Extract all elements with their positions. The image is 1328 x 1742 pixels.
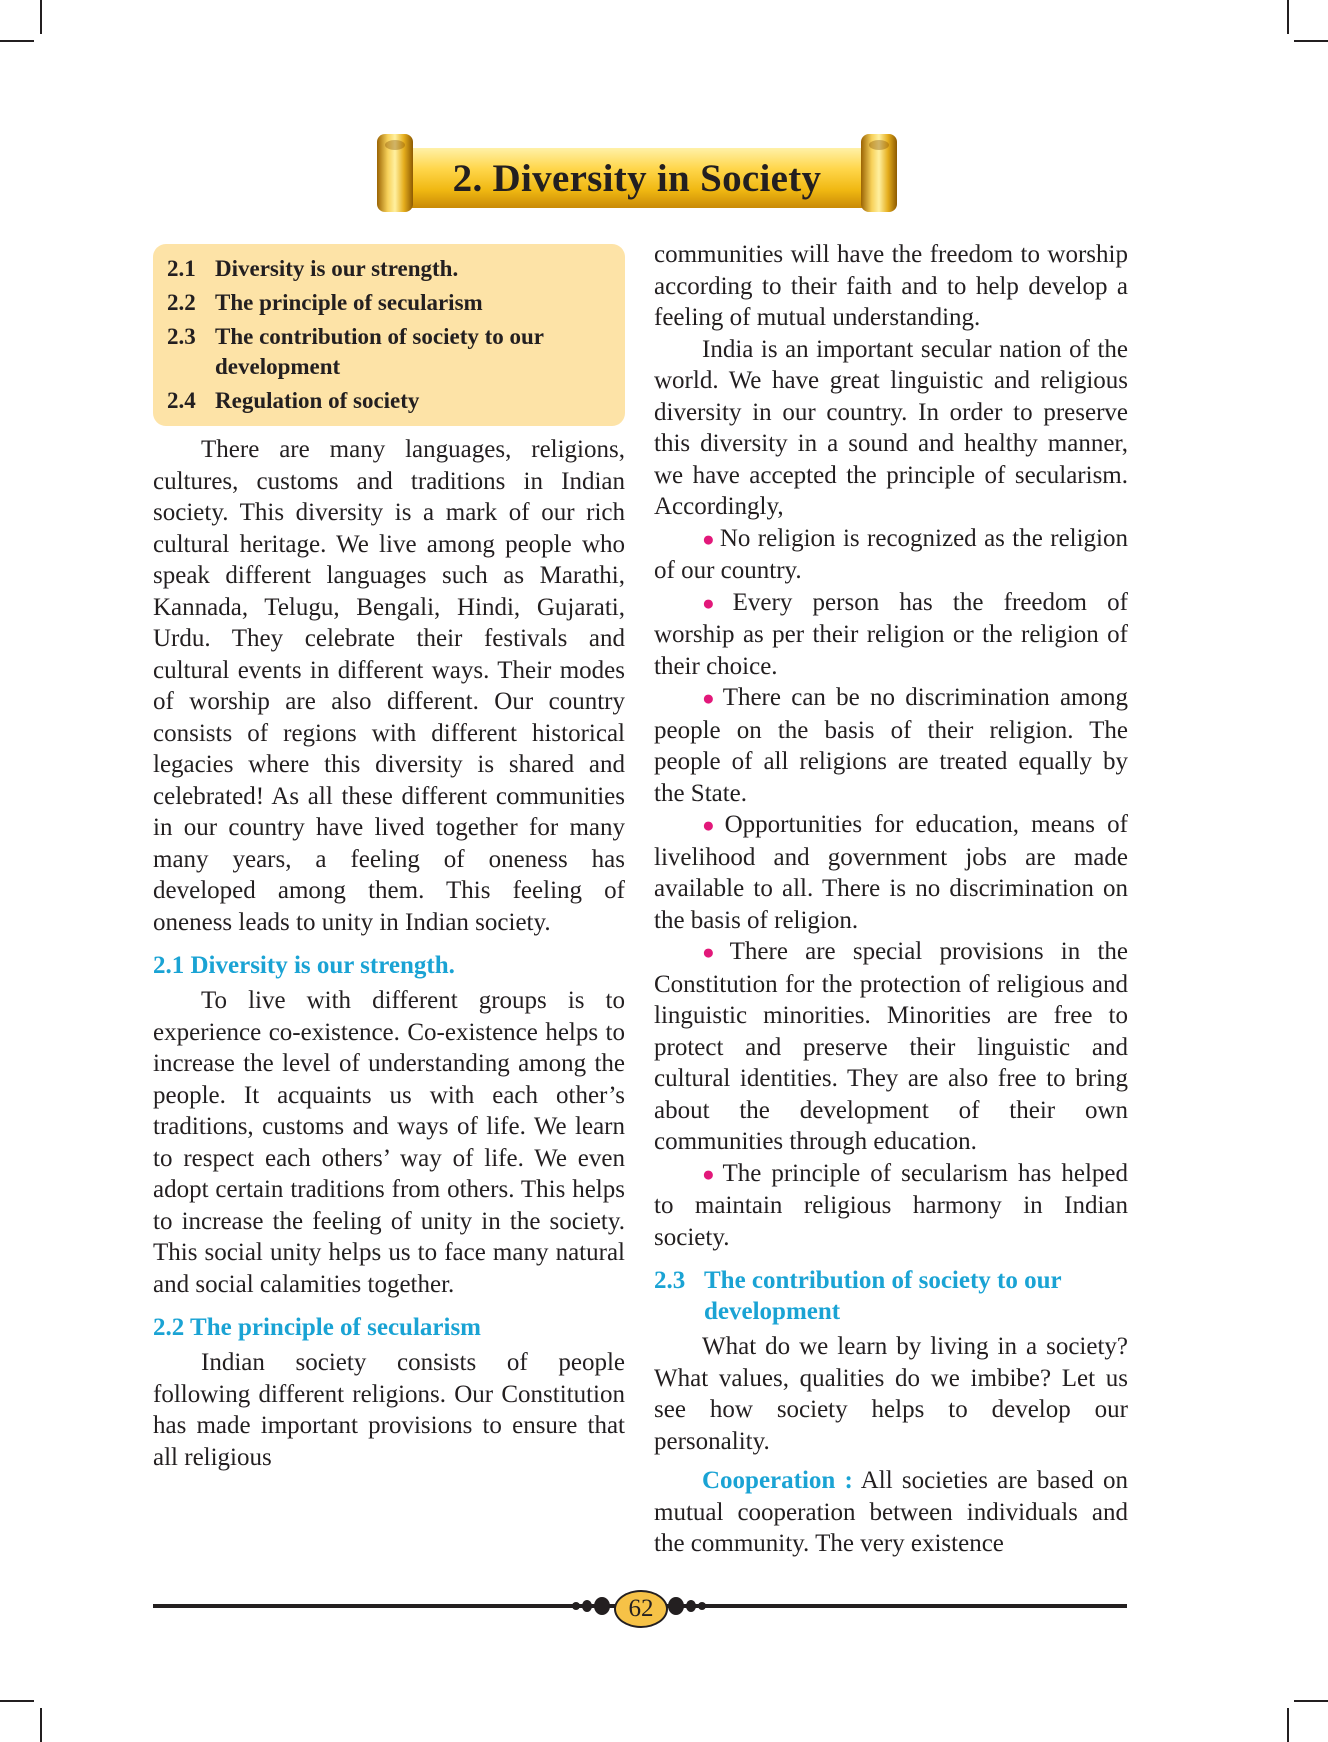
bullet-dot-icon: ●: [702, 686, 719, 710]
bullet-text: Opportunities for education, means of livelihood and government jobs are made available to all. There is no discrimination on the basis of religion.: [654, 811, 1128, 934]
toc-number: 2.2: [167, 290, 196, 315]
secularism-bullet: [654, 682, 1128, 809]
chapter-banner: [373, 132, 901, 215]
bullet-dot-icon: ●: [702, 940, 726, 964]
footer-ornament: [668, 1597, 684, 1615]
footer-ornament: [572, 1602, 580, 1610]
section-heading-2-2: 2.2 The principle of secularism: [153, 1314, 482, 1341]
cooperation-label: Cooperation :: [702, 1467, 853, 1494]
bullet-dot-icon: ●: [702, 526, 716, 551]
secularism-bullet: [654, 936, 1128, 1158]
section-heading-2-3: [654, 1265, 1128, 1327]
crop-mark: [0, 40, 34, 42]
intro-paragraph: There are many languages, religions, cultures, customs and traditions in Indian society. This diversity is a mark of our rich cultural heritage. We live among people who speak different languages such as Marathi, Kannada, Telugu, Bengali, Hindi, Gujarati, Urdu. They celebrate their festivals and cultural events in different ways. Their modes of worship are also different. Our country consists of regions with different historical legacies where this diversity is shared and celebrated! As all these different communities in our country have lived together for many many years, a feeling of oneness has developed among them. This feeling of oneness leads to unity in Indian society.: [153, 436, 625, 936]
toc-number: 2.3: [167, 324, 196, 349]
crop-mark: [40, 1708, 42, 1742]
toc-number: 2.1: [167, 256, 196, 281]
crop-mark: [1294, 1700, 1328, 1702]
secularism-bullet: [654, 523, 1128, 587]
bullet-text: Every person has the freedom of worship as per their religion or the religion of their choice.: [654, 588, 1128, 680]
section-2-1-paragraph: To live with different groups is to experience co-existence. Co-existence helps to increase the level of understanding among the people. It acquaints us with each other’s traditions, customs and ways of life. We learn to respect each others’ way of life. We even adopt certain traditions from others. This helps to increase the feeling of unity in the society. This social unity helps us to face many natural and social calamities together.: [153, 987, 625, 1298]
toc-item: [167, 386, 613, 416]
bullet-dot-icon: ●: [702, 590, 729, 615]
toc-label: The principle of secularism: [215, 290, 483, 315]
secularism-bullet: [654, 587, 1128, 683]
footer-ornament: [686, 1600, 696, 1612]
footer-ornament: [698, 1602, 706, 1610]
crop-mark: [1294, 40, 1328, 42]
toc-item: [167, 322, 613, 382]
chapter-title: 2. Diversity in Society: [452, 157, 822, 200]
crop-mark: [40, 0, 42, 34]
section-2-3-paragraph: What do we learn by living in a society? What values, qualities do we imbibe? Let us see how society helps to develop our personality.: [654, 1333, 1128, 1455]
bullet-text: There can be no discrimination among people on the basis of their religion. The people of all religions are treated equally by the State.: [654, 684, 1128, 807]
footer-ornament: [594, 1597, 610, 1615]
crop-mark: [1287, 0, 1289, 34]
toc-label: Diversity is our strength.: [215, 256, 459, 281]
crop-mark: [1287, 1708, 1289, 1742]
secularism-bullet: [654, 1158, 1128, 1254]
page-number: 62: [614, 1590, 668, 1628]
right-column: [654, 239, 1128, 1560]
section-heading-2-1: 2.1 Diversity is our strength.: [153, 952, 455, 979]
bullet-dot-icon: ●: [702, 1161, 719, 1186]
left-column: [153, 244, 625, 1473]
toc-number: 2.4: [167, 388, 196, 413]
section-number: 2.3: [654, 1267, 686, 1294]
crop-mark: [0, 1700, 34, 1702]
section-title: The contribution of society to our development: [704, 1267, 1062, 1325]
toc-label: The contribution of society to our development: [215, 324, 544, 379]
toc-item: [167, 254, 613, 284]
bullet-text: There are special provisions in the Constitution for the protection of religious and linguistic minorities. Minorities are free to protect and preserve their linguistic and cultural identities. They are also free to bring about the development of their own communities through education.: [654, 938, 1128, 1155]
section-2-2-paragraph-continued: communities will have the freedom to worship according to their faith and to help develop a feeling of mutual understanding.: [654, 241, 1128, 331]
bullet-text: No religion is recognized as the religion of our country.: [654, 524, 1128, 584]
bullet-dot-icon: ●: [702, 813, 721, 837]
secular-nation-paragraph: India is an important secular nation of the world. We have great linguistic and religious diversity in our country. In order to preserve this diversity in a sound and healthy manner, we have accepted the principle of secularism. Accordingly,: [654, 335, 1128, 520]
footer-ornament: [582, 1600, 592, 1612]
cooperation-text: All societies are based on mutual cooperation between individuals and the community. The very existence: [654, 1467, 1129, 1557]
cooperation-paragraph: [654, 1465, 1128, 1560]
bullet-text: The principle of secularism has helped to maintain religious harmony in Indian society.: [654, 1159, 1129, 1251]
toc-item: [167, 288, 613, 318]
section-2-2-paragraph-start: Indian society consists of people following different religions. Our Constitution has made important provisions to ensure that all religious: [153, 1349, 625, 1471]
chapter-contents-box: [153, 244, 625, 426]
toc-label: Regulation of society: [215, 388, 420, 413]
secularism-bullet: [654, 809, 1128, 936]
